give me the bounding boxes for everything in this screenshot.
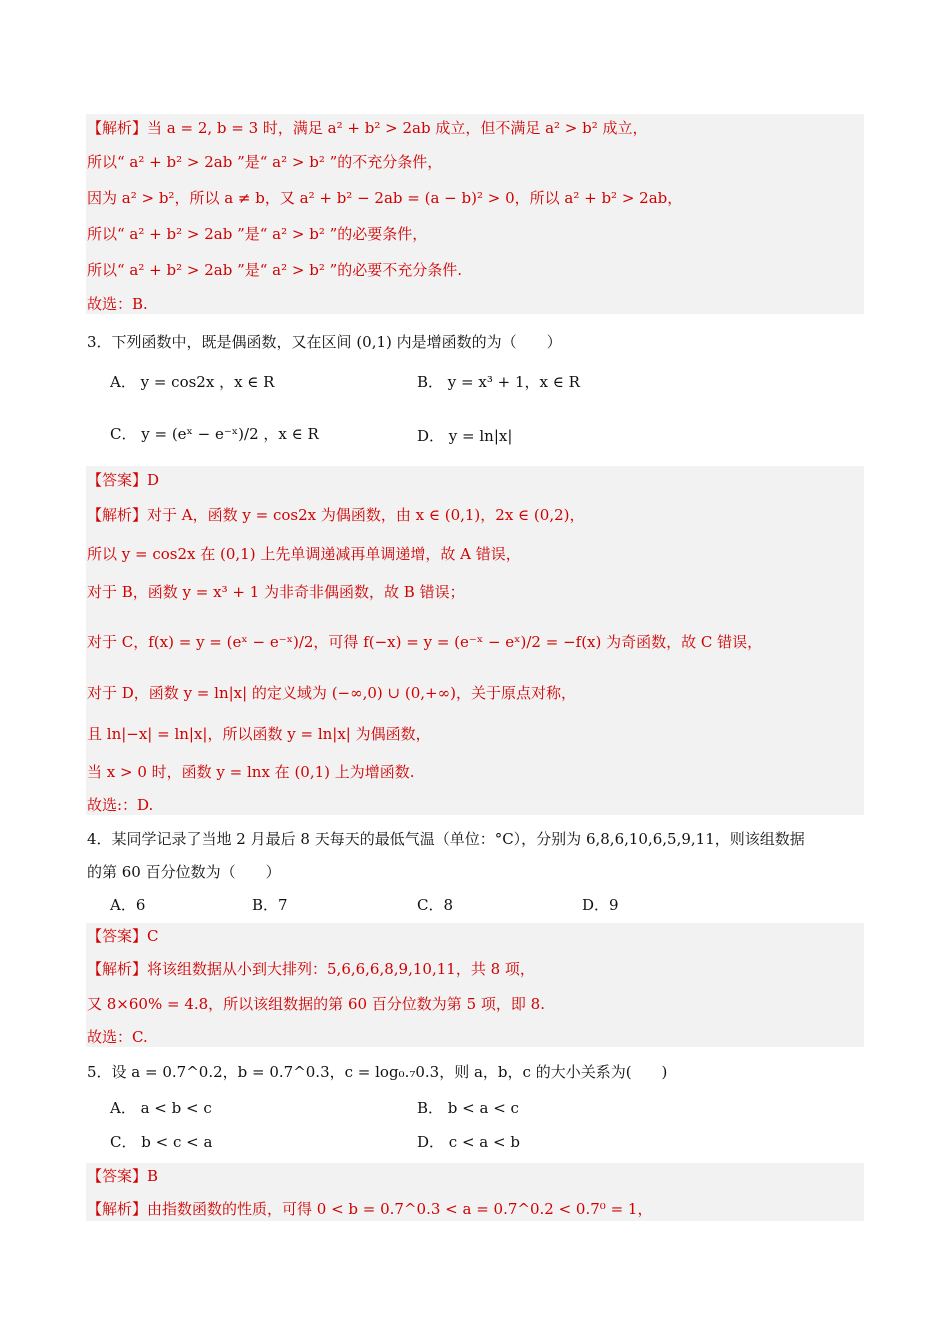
q3-option-a: A． y = cos2x ，x ∈ R [110, 373, 275, 391]
q5-option-c: C． b < c < a [110, 1133, 213, 1151]
q4-option-c: C．8 [417, 896, 454, 914]
q3-option-c: C． y = (eˣ − e⁻ˣ)/2 ，x ∈ R [110, 425, 319, 443]
q3-analysis-line-7: 当 x > 0 时，函数 y = lnx 在 (0,1) 上为增函数. [87, 763, 415, 781]
q2-analysis-line-3: 因为 a² > b²，所以 a ≠ b，又 a² + b² − 2ab = (a − b)² > 0，所以 a² + b² > 2ab， [87, 189, 683, 207]
q4-option-b: B．7 [252, 896, 288, 914]
q5-option-a: A． a < b < c [110, 1099, 212, 1117]
q2-analysis-line-2: 所以“ a² + b² > 2ab ”是“ a² > b² ”的不充分条件， [87, 153, 443, 171]
q4-option-a: A．6 [110, 896, 146, 914]
q3-analysis-line-2: 所以 y = cos2x 在 (0,1) 上先单调递减再单调递增，故 A 错误， [87, 545, 521, 563]
q4-option-d: D．9 [582, 896, 619, 914]
q2-analysis-line-4: 所以“ a² + b² > 2ab ”是“ a² > b² ”的必要条件， [87, 225, 428, 243]
q3-analysis-line-5: 对于 D，函数 y = ln|x| 的定义域为 (−∞,0) ∪ (0,+∞)，关于原点对称， [87, 684, 576, 702]
q5-answer: 【答案】B [87, 1167, 159, 1185]
q3-stem: 3．下列函数中，既是偶函数，又在区间 (0,1) 内是增函数的为（ ） [87, 333, 562, 351]
q4-stem-line-1: 4．某同学记录了当地 2 月最后 8 天每天的最低气温（单位：°C），分别为 6,8,6,10,6,5,9,11，则该组数据 [87, 830, 805, 848]
q2-analysis-line-5: 所以“ a² + b² > 2ab ”是“ a² > b² ”的必要不充分条件. [87, 261, 463, 279]
q4-answer-analysis-block [86, 923, 864, 1047]
q2-analysis-line-6: 故选：B. [87, 295, 148, 313]
q3-analysis-line-4: 对于 C，f(x) = y = (eˣ − e⁻ˣ)/2，可得 f(−x) = y = (e⁻ˣ − eˣ)/2 = −f(x) 为奇函数，故 C 错误， [87, 633, 763, 651]
q5-option-d: D． c < a < b [417, 1133, 520, 1151]
q3-option-b: B． y = x³ + 1，x ∈ R [417, 373, 580, 391]
q4-analysis-line-1: 【解析】将该组数据从小到大排列：5,6,6,6,8,9,10,11，共 8 项， [87, 960, 535, 978]
q3-analysis-line-3: 对于 B，函数 y = x³ + 1 为非奇非偶函数，故 B 错误； [87, 583, 465, 601]
q2-analysis-line-1: 【解析】当 a = 2, b = 3 时，满足 a² + b² > 2ab 成立，但不满足 a² > b² 成立， [87, 119, 648, 137]
q3-answer: 【答案】D [87, 471, 160, 489]
q3-option-d: D． y = ln|x| [417, 427, 513, 445]
q3-analysis-line-1: 【解析】对于 A，函数 y = cos2x 为偶函数，由 x ∈ (0,1)，2x ∈ (0,2)， [87, 506, 585, 524]
q3-analysis-line-6: 且 ln|−x| = ln|x|，所以函数 y = ln|x| 为偶函数， [87, 725, 431, 743]
q4-analysis-line-2: 又 8×60% = 4.8，所以该组数据的第 60 百分位数为第 5 项，即 8. [87, 995, 545, 1013]
q3-analysis-line-8: 故选:：D. [87, 796, 154, 814]
q4-stem-line-2: 的第 60 百分位数为（ ） [87, 863, 281, 881]
q4-answer: 【答案】C [87, 927, 159, 945]
q2-analysis-block [86, 114, 864, 314]
q4-analysis-line-3: 故选：C. [87, 1028, 148, 1046]
q5-option-b: B． b < a < c [417, 1099, 519, 1117]
q5-analysis-line-1: 【解析】由指数函数的性质，可得 0 < b = 0.7^0.3 < a = 0.7^0.2 < 0.7⁰ = 1， [87, 1200, 653, 1218]
q5-stem: 5．设 a = 0.7^0.2，b = 0.7^0.3，c = log₀.₇0.3，则 a，b，c 的大小关系为( ) [87, 1063, 668, 1081]
